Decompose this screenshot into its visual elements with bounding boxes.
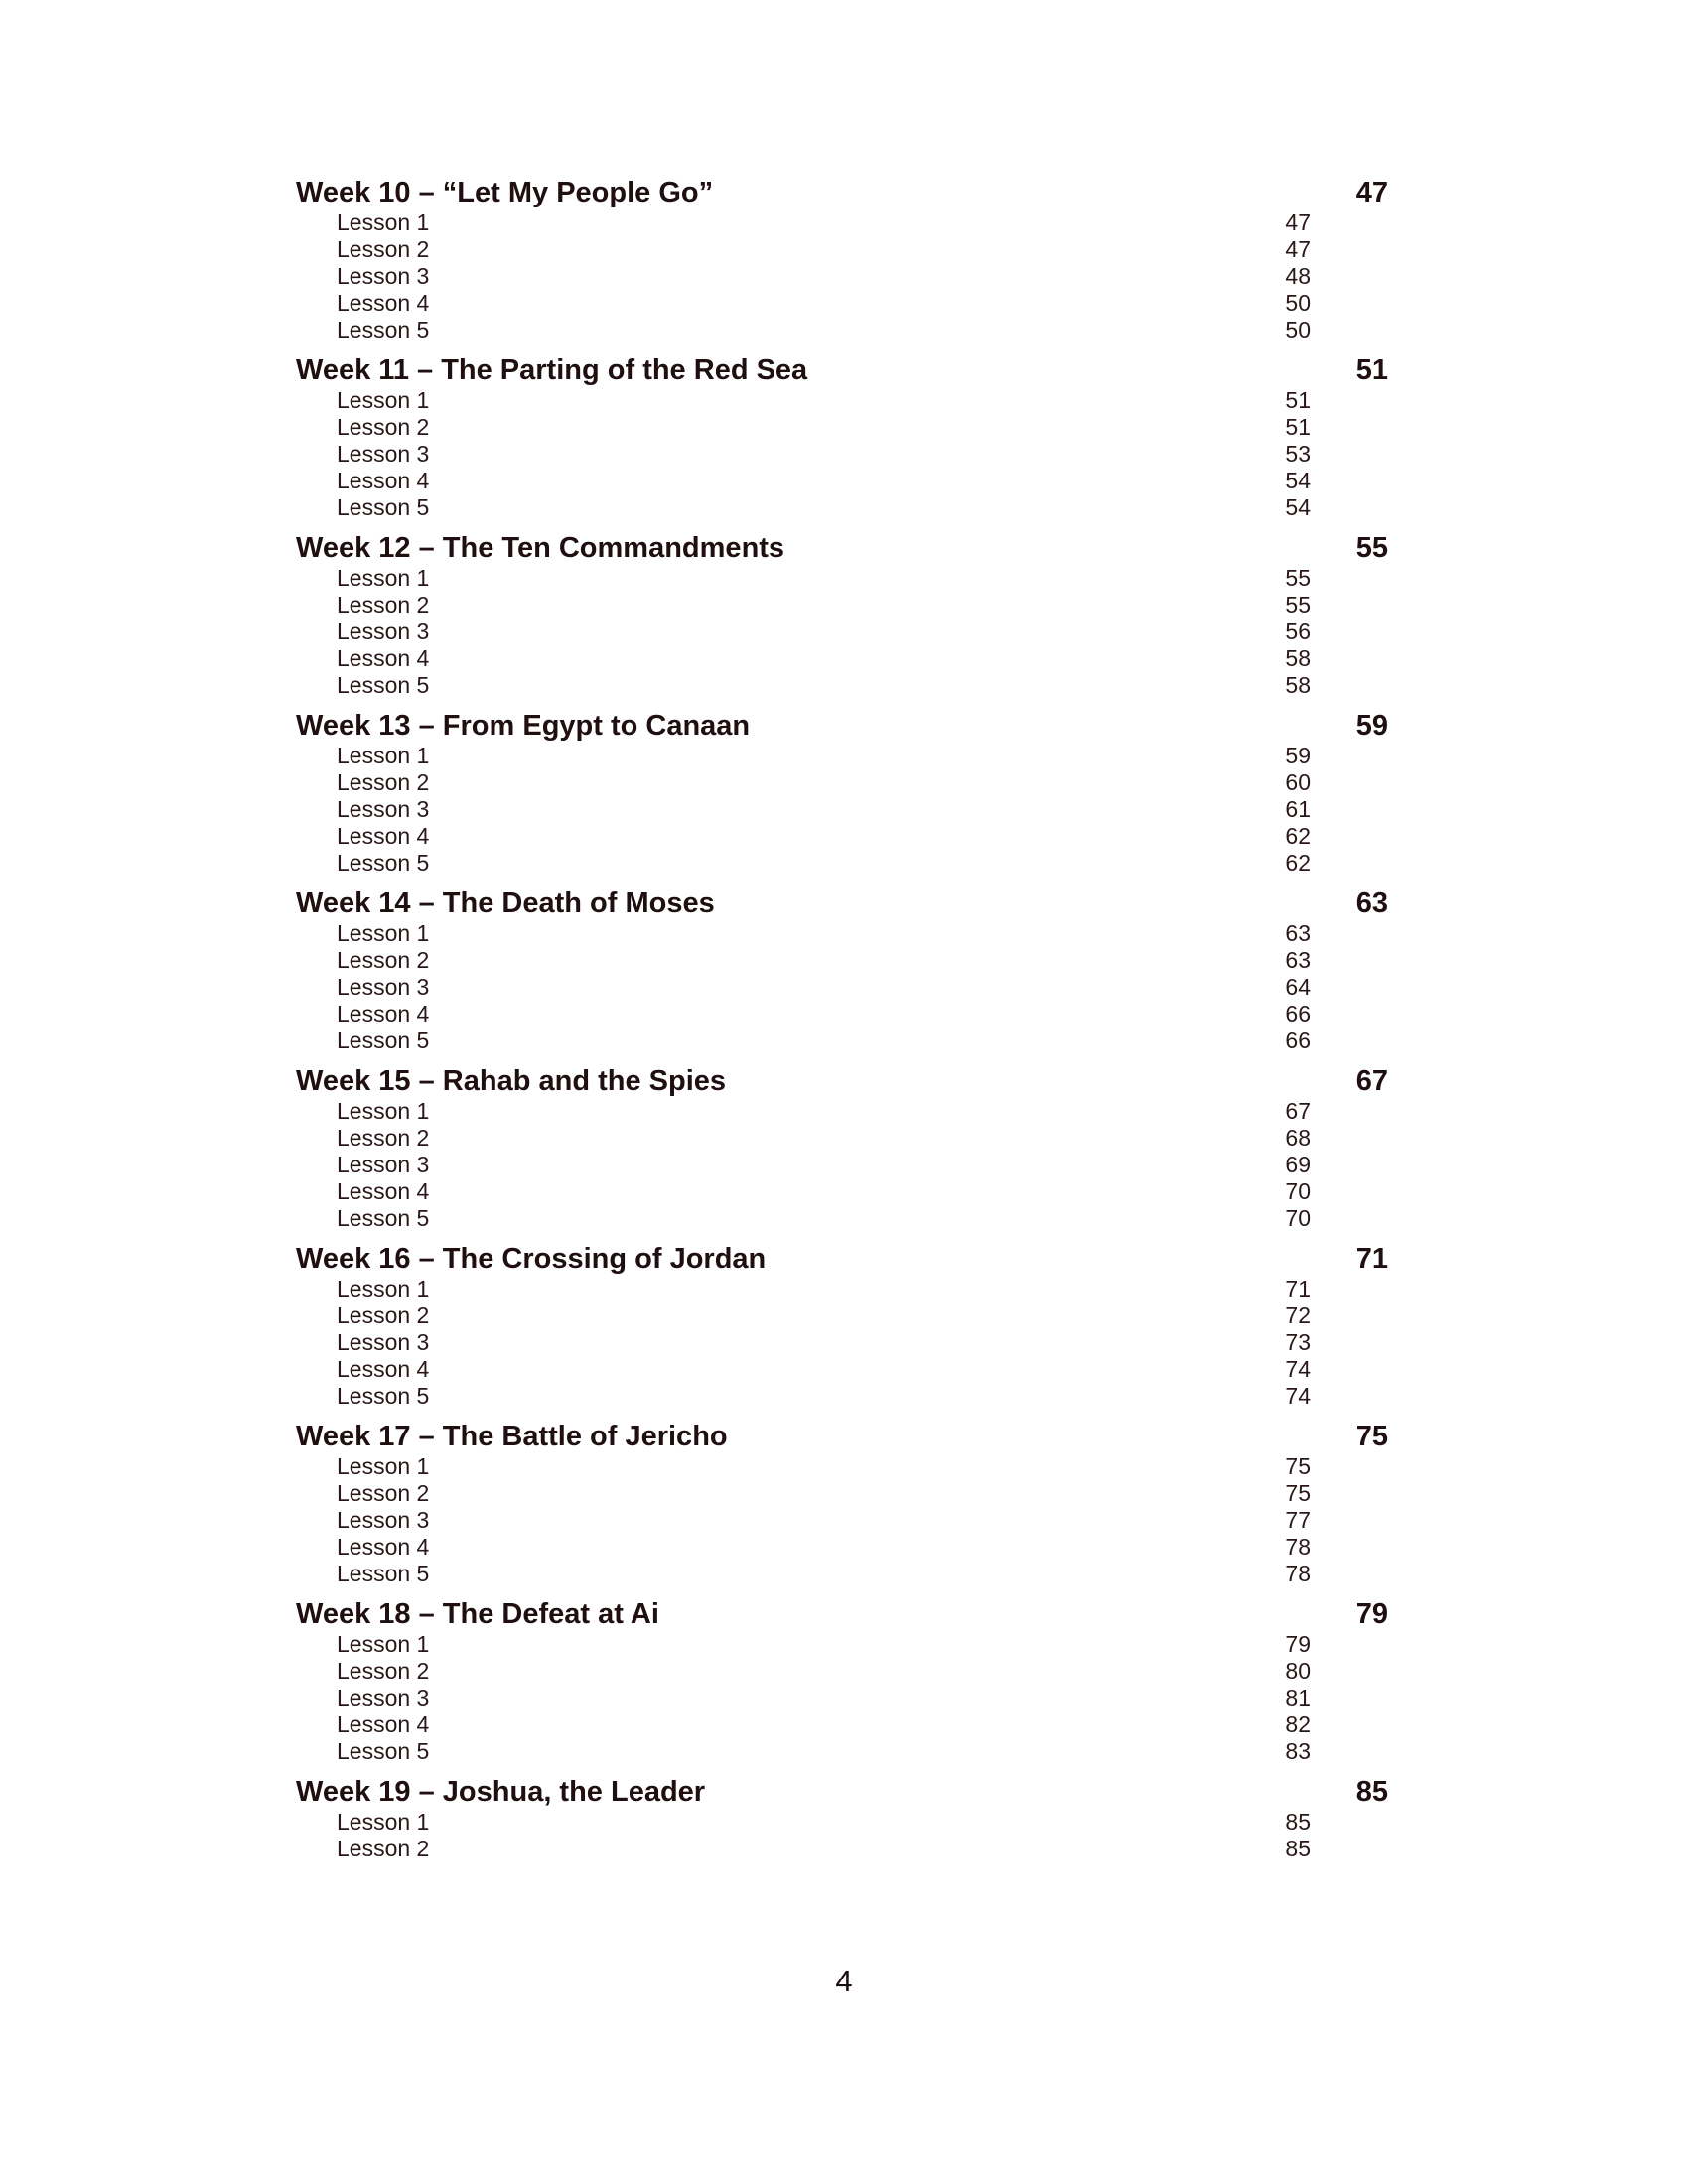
lesson-label: Lesson 4 (337, 1711, 430, 1737)
week-heading-row (296, 1421, 1388, 1453)
lesson-label: Lesson 2 (337, 1480, 430, 1506)
lesson-label: Lesson 1 (337, 209, 430, 235)
lesson-label: Lesson 2 (337, 1836, 430, 1861)
lesson-row (296, 1098, 1388, 1125)
lesson-row (296, 920, 1388, 947)
lesson-label: Lesson 1 (337, 920, 430, 946)
lesson-page-number: 64 (1285, 974, 1311, 1000)
lesson-row (296, 1356, 1388, 1383)
lesson-label: Lesson 1 (337, 1453, 430, 1479)
lesson-row (296, 1027, 1388, 1054)
lesson-label: Lesson 2 (337, 236, 430, 262)
lesson-label: Lesson 5 (337, 1383, 430, 1409)
week-heading-row (296, 177, 1388, 209)
lesson-label: Lesson 5 (337, 672, 430, 698)
lesson-page-number: 78 (1285, 1561, 1311, 1586)
lesson-page-number: 68 (1285, 1125, 1311, 1151)
toc-week-section (296, 710, 1388, 877)
lesson-label: Lesson 4 (337, 645, 430, 671)
lesson-label: Lesson 3 (337, 796, 430, 822)
lesson-page-number: 70 (1285, 1178, 1311, 1204)
lesson-page-number: 72 (1285, 1302, 1311, 1328)
week-title: Week 11 – The Parting of the Red Sea (296, 354, 808, 386)
lesson-page-number: 61 (1285, 796, 1311, 822)
week-page-number: 71 (1355, 1243, 1388, 1275)
lesson-label: Lesson 2 (337, 1302, 430, 1328)
lesson-page-number: 67 (1285, 1098, 1311, 1124)
lesson-label: Lesson 4 (337, 290, 430, 316)
toc-week-section (296, 1776, 1388, 1862)
toc-week-section (296, 532, 1388, 699)
week-page-number: 47 (1355, 177, 1388, 208)
lesson-row (296, 769, 1388, 796)
lesson-page-number: 74 (1285, 1356, 1311, 1382)
lesson-label: Lesson 1 (337, 1098, 430, 1124)
lesson-page-number: 66 (1285, 1027, 1311, 1053)
lesson-row (296, 414, 1388, 441)
lesson-label: Lesson 4 (337, 1001, 430, 1026)
lesson-row (296, 1658, 1388, 1685)
lesson-page-number: 62 (1285, 823, 1311, 849)
lesson-page-number: 51 (1285, 387, 1311, 413)
lesson-label: Lesson 2 (337, 592, 430, 617)
lesson-page-number: 58 (1285, 645, 1311, 671)
week-heading-row (296, 1065, 1388, 1098)
week-title: Week 16 – The Crossing of Jordan (296, 1243, 767, 1275)
lesson-page-number: 54 (1285, 494, 1311, 520)
lesson-page-number: 53 (1285, 441, 1311, 467)
lesson-page-number: 62 (1285, 850, 1311, 876)
lesson-label: Lesson 3 (337, 1685, 430, 1710)
lesson-label: Lesson 1 (337, 387, 430, 413)
lesson-page-number: 63 (1285, 947, 1311, 973)
lesson-label: Lesson 4 (337, 1178, 430, 1204)
lesson-row (296, 263, 1388, 290)
toc-week-section (296, 1421, 1388, 1587)
week-page-number: 75 (1355, 1421, 1388, 1452)
lesson-row (296, 743, 1388, 769)
week-title: Week 10 – “Let My People Go” (296, 177, 714, 208)
lesson-page-number: 51 (1285, 414, 1311, 440)
lesson-label: Lesson 2 (337, 947, 430, 973)
lesson-row (296, 1685, 1388, 1711)
lesson-row (296, 1302, 1388, 1329)
week-title: Week 19 – Joshua, the Leader (296, 1776, 706, 1808)
week-page-number: 59 (1355, 710, 1388, 742)
lesson-page-number: 59 (1285, 743, 1311, 768)
lesson-label: Lesson 5 (337, 1205, 430, 1231)
lesson-label: Lesson 1 (337, 743, 430, 768)
lesson-page-number: 83 (1285, 1738, 1311, 1764)
lesson-page-number: 75 (1285, 1453, 1311, 1479)
lesson-page-number: 73 (1285, 1329, 1311, 1355)
lesson-page-number: 75 (1285, 1480, 1311, 1506)
lesson-label: Lesson 3 (337, 263, 430, 289)
lesson-row (296, 1507, 1388, 1534)
lesson-page-number: 85 (1285, 1836, 1311, 1861)
lesson-page-number: 66 (1285, 1001, 1311, 1026)
lesson-label: Lesson 5 (337, 1738, 430, 1764)
lesson-page-number: 48 (1285, 263, 1311, 289)
week-title: Week 18 – The Defeat at Ai (296, 1598, 659, 1630)
lesson-label: Lesson 3 (337, 618, 430, 644)
toc-week-section (296, 1598, 1388, 1765)
lesson-row (296, 1809, 1388, 1836)
lesson-label: Lesson 2 (337, 414, 430, 440)
lesson-label: Lesson 2 (337, 769, 430, 795)
lesson-page-number: 55 (1285, 592, 1311, 617)
lesson-label: Lesson 4 (337, 468, 430, 493)
week-page-number: 55 (1355, 532, 1388, 564)
lesson-row (296, 494, 1388, 521)
lesson-row (296, 290, 1388, 317)
lesson-label: Lesson 5 (337, 1561, 430, 1586)
lesson-page-number: 74 (1285, 1383, 1311, 1409)
lesson-label: Lesson 4 (337, 1356, 430, 1382)
lesson-row (296, 618, 1388, 645)
week-title: Week 17 – The Battle of Jericho (296, 1421, 728, 1452)
lesson-page-number: 70 (1285, 1205, 1311, 1231)
lesson-row (296, 1738, 1388, 1765)
lesson-label: Lesson 1 (337, 1631, 430, 1657)
lesson-page-number: 81 (1285, 1685, 1311, 1710)
toc-week-section (296, 354, 1388, 521)
lesson-row (296, 645, 1388, 672)
lesson-row (296, 1534, 1388, 1561)
week-title: Week 14 – The Death of Moses (296, 887, 715, 919)
week-heading-row (296, 1776, 1388, 1809)
lesson-row (296, 565, 1388, 592)
lesson-page-number: 54 (1285, 468, 1311, 493)
lesson-row (296, 796, 1388, 823)
lesson-row (296, 1125, 1388, 1152)
lesson-row (296, 823, 1388, 850)
lesson-page-number: 80 (1285, 1658, 1311, 1684)
lesson-label: Lesson 5 (337, 494, 430, 520)
week-heading-row (296, 710, 1388, 743)
lesson-label: Lesson 3 (337, 441, 430, 467)
lesson-label: Lesson 2 (337, 1125, 430, 1151)
lesson-row (296, 1001, 1388, 1027)
lesson-row (296, 1178, 1388, 1205)
week-title: Week 12 – The Ten Commandments (296, 532, 785, 564)
lesson-row (296, 592, 1388, 618)
lesson-row (296, 1152, 1388, 1178)
lesson-row (296, 1561, 1388, 1587)
week-title: Week 13 – From Egypt to Canaan (296, 710, 751, 742)
lesson-row (296, 1383, 1388, 1410)
week-title: Week 15 – Rahab and the Spies (296, 1065, 727, 1097)
lesson-page-number: 56 (1285, 618, 1311, 644)
lesson-row (296, 1276, 1388, 1302)
lesson-page-number: 63 (1285, 920, 1311, 946)
lesson-row (296, 468, 1388, 494)
page-number: 4 (835, 1964, 853, 1998)
week-page-number: 63 (1355, 887, 1388, 919)
lesson-row (296, 1631, 1388, 1658)
lesson-label: Lesson 3 (337, 1507, 430, 1533)
lesson-label: Lesson 3 (337, 1329, 430, 1355)
week-heading-row (296, 1598, 1388, 1631)
lesson-label: Lesson 4 (337, 823, 430, 849)
lesson-page-number: 47 (1285, 209, 1311, 235)
week-page-number: 51 (1355, 354, 1388, 386)
lesson-label: Lesson 3 (337, 974, 430, 1000)
lesson-row (296, 236, 1388, 263)
lesson-row (296, 1836, 1388, 1862)
lesson-page-number: 78 (1285, 1534, 1311, 1560)
lesson-row (296, 441, 1388, 468)
lesson-label: Lesson 3 (337, 1152, 430, 1177)
lesson-row (296, 1711, 1388, 1738)
lesson-label: Lesson 5 (337, 1027, 430, 1053)
table-of-contents (296, 177, 1388, 1873)
lesson-page-number: 50 (1285, 290, 1311, 316)
lesson-row (296, 672, 1388, 699)
lesson-page-number: 71 (1285, 1276, 1311, 1301)
week-page-number: 79 (1355, 1598, 1388, 1630)
lesson-label: Lesson 1 (337, 1809, 430, 1835)
lesson-label: Lesson 4 (337, 1534, 430, 1560)
lesson-page-number: 77 (1285, 1507, 1311, 1533)
lesson-page-number: 69 (1285, 1152, 1311, 1177)
week-page-number: 67 (1355, 1065, 1388, 1097)
toc-week-section (296, 1243, 1388, 1410)
lesson-row (296, 974, 1388, 1001)
lesson-row (296, 209, 1388, 236)
week-heading-row (296, 354, 1388, 387)
lesson-page-number: 50 (1285, 317, 1311, 342)
week-heading-row (296, 532, 1388, 565)
lesson-label: Lesson 2 (337, 1658, 430, 1684)
lesson-row (296, 1480, 1388, 1507)
lesson-row (296, 850, 1388, 877)
lesson-row (296, 387, 1388, 414)
lesson-row (296, 317, 1388, 343)
lesson-label: Lesson 1 (337, 1276, 430, 1301)
lesson-page-number: 85 (1285, 1809, 1311, 1835)
lesson-page-number: 79 (1285, 1631, 1311, 1657)
lesson-page-number: 82 (1285, 1711, 1311, 1737)
lesson-label: Lesson 5 (337, 317, 430, 342)
lesson-page-number: 47 (1285, 236, 1311, 262)
lesson-row (296, 947, 1388, 974)
lesson-label: Lesson 1 (337, 565, 430, 591)
toc-week-section (296, 1065, 1388, 1232)
week-heading-row (296, 1243, 1388, 1276)
lesson-page-number: 60 (1285, 769, 1311, 795)
lesson-label: Lesson 5 (337, 850, 430, 876)
week-heading-row (296, 887, 1388, 920)
toc-week-section (296, 177, 1388, 343)
lesson-page-number: 58 (1285, 672, 1311, 698)
lesson-page-number: 55 (1285, 565, 1311, 591)
week-page-number: 85 (1355, 1776, 1388, 1808)
lesson-row (296, 1205, 1388, 1232)
lesson-row (296, 1453, 1388, 1480)
lesson-row (296, 1329, 1388, 1356)
toc-week-section (296, 887, 1388, 1054)
